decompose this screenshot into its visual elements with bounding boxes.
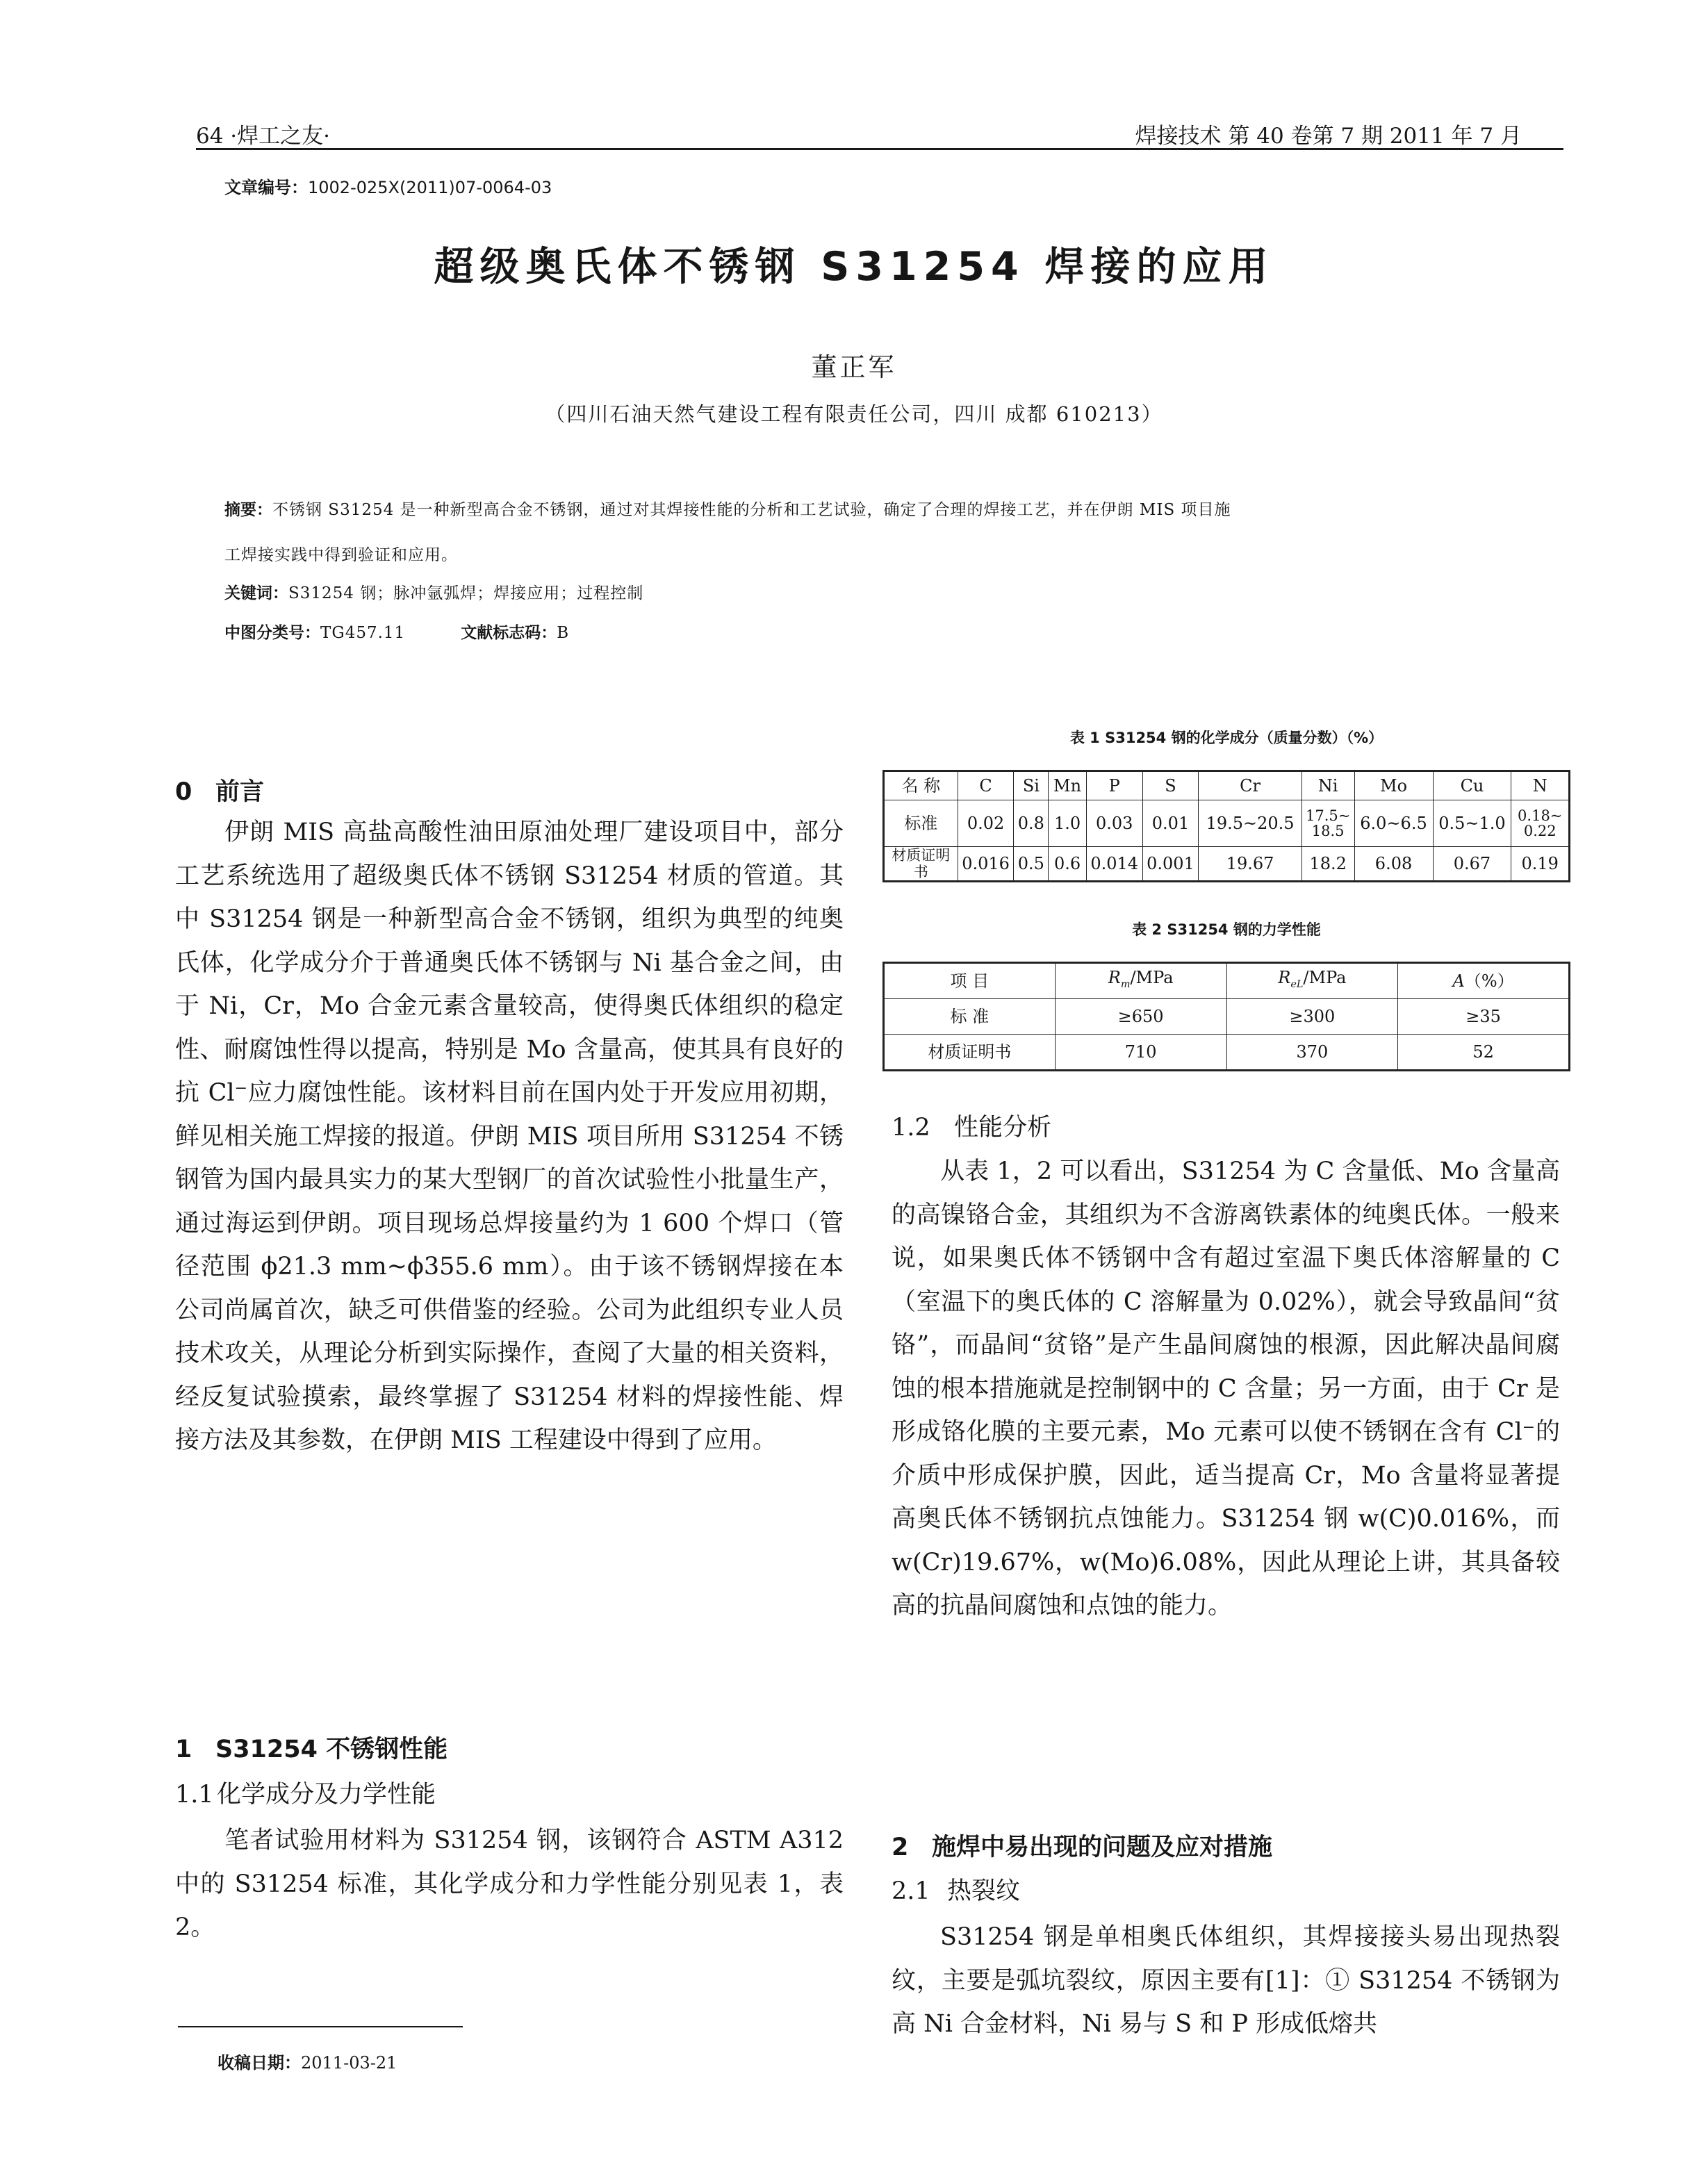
table-2-header-cell: 项 目: [884, 963, 1056, 999]
section-2-title: 施焊中易出现的问题及应对措施: [932, 1834, 1273, 1861]
section-2-1-heading: [892, 1872, 1020, 1907]
section-0-heading: [175, 773, 264, 807]
abstract-line-1: 摘要：不锈钢 S31254 是一种新型高合金不锈钢，通过对其焊接性能的分析和工艺试验，确定了合理的焊接工艺，并在伊朗 MIS 项目施: [224, 501, 1231, 519]
keywords: 关键词：S31254 钢；脉冲氩弧焊；焊接应用；过程控制: [224, 584, 644, 602]
section-0-paragraph: [175, 811, 844, 1463]
table-1-cell: 0.001: [1142, 847, 1199, 882]
table-1-row: [884, 800, 1570, 847]
table-2-cell: ≥35: [1398, 999, 1570, 1035]
table-1-header-cell: Cr: [1199, 771, 1301, 800]
table-1-header-cell: S: [1142, 771, 1199, 800]
table-1-header-cell: P: [1086, 771, 1142, 800]
section-1-2-title: 性能分析: [954, 1114, 1052, 1142]
section-1-1-paragraph: [175, 1819, 844, 1950]
article-number: 文章编号：1002-025X(2011)07-0064-03: [224, 178, 552, 197]
section-0-number: 0: [175, 778, 192, 806]
section-0-title: 前言: [215, 778, 265, 806]
table-1: [882, 770, 1570, 882]
table-1-cell: 0.8: [1014, 800, 1049, 847]
table-1-cell: 19.5~20.5: [1199, 800, 1301, 847]
table-1-header-cell: N: [1511, 771, 1570, 800]
table-2-header-cell: A（%）: [1398, 963, 1570, 999]
section-2-1-number: 2.1: [892, 1877, 930, 1905]
table-1-header-cell: Mn: [1049, 771, 1086, 800]
table-1-header-cell: C: [958, 771, 1014, 800]
table-2-header-cell: $R_m$/MPa: [1055, 963, 1226, 999]
table-1-cell: 19.67: [1199, 847, 1301, 882]
section-1-2-text: 从表 1，2 可以看出，S31254 为 C 含量低、Mo 含量高的高镍铬合金，其组织为不含游离铁素体的纯奥氏体。一般来说，如果奥氏体不锈钢中含有超过室温下奥氏体溶解量的 C（室温下的奥氏体的 C 溶解量为 0.02%），就会导致晶间“贫铬”，而晶间“贫铬”是产生晶间腐蚀的根源，因此解决晶间腐蚀的根本措施就是控制钢中的 C 含量；另一方面，由于 Cr 是形成铬化膜的主要元素，Mo 元素可以使不锈钢在含有 Cl⁻的介质中形成保护膜，因此，适当提高 Cr，Mo 含量将显著提高奥氏体不锈钢抗点蚀能力。S31254 钢 w(C)0.016%，而 w(Cr)19.67%，w(Mo)6.08%，因此从理论上讲，其具备较高的抗晶间腐蚀和点蚀的能力。: [892, 1158, 1560, 1620]
section-1-2-heading: [892, 1108, 1051, 1143]
table-1-cell: 0.5~1.0: [1433, 800, 1511, 847]
table-1-cell: 18.2: [1301, 847, 1354, 882]
classification: 中图分类号：TG457.11 文献标志码：B: [224, 624, 570, 642]
table-2-row: [884, 1035, 1570, 1071]
table-1-cell: 材质证明书: [884, 847, 958, 882]
table-1-cell: 0.01: [1142, 800, 1199, 847]
n-range-end: 0.22: [1523, 823, 1557, 839]
section-1-1-number: 1.1: [175, 1781, 214, 1809]
doc-code-label: 文献标志码: [461, 624, 541, 642]
header-rule: [196, 148, 1563, 150]
doc-code-value: B: [557, 624, 570, 642]
affiliation: （四川石油天然气建设工程有限责任公司，四川 成都 610213）: [545, 402, 1163, 426]
article-number-value: 1002-025X(2011)07-0064-03: [308, 178, 552, 197]
running-header-left: 64 ·焊工之友·: [196, 124, 331, 149]
n-range-start: 0.18~: [1518, 807, 1563, 824]
section-1-1-title: 化学成分及力学性能: [217, 1781, 436, 1809]
table-2-cell: 710: [1055, 1035, 1226, 1071]
table-1-cell: [1301, 800, 1354, 847]
clc-label: 中图分类号: [224, 624, 304, 642]
section-1-2-number: 1.2: [892, 1114, 930, 1142]
keywords-label: 关键词: [224, 584, 272, 602]
table-1-cell: 0.02: [958, 800, 1014, 847]
section-1-1-text: 笔者试验用材料为 S31254 钢，该钢符合 ASTM A312 中的 S31254 标准，其化学成分和力学性能分别见表 1，表 2。: [175, 1827, 844, 1941]
section-1-1-heading: [175, 1775, 436, 1810]
keywords-value: S31254 钢；脉冲氩弧焊；焊接应用；过程控制: [288, 584, 644, 602]
table-2-cell: 370: [1226, 1035, 1398, 1071]
section-2-1-title: 热裂纹: [947, 1877, 1021, 1905]
table-2-header-row: [884, 963, 1570, 999]
table-1-header-cell: Mo: [1354, 771, 1433, 800]
table-2-cell: ≥650: [1055, 999, 1226, 1035]
abstract-line-2: 工焊接实践中得到验证和应用。: [224, 546, 458, 564]
section-1-number: 1: [175, 1736, 192, 1763]
table-1-cell: 0.016: [958, 847, 1014, 882]
table-1-cell: 0.6: [1049, 847, 1086, 882]
abstract-label: 摘要: [224, 501, 256, 519]
received-value: 2011-03-21: [301, 2053, 397, 2073]
table-1-header-cell: Cu: [1433, 771, 1511, 800]
table-1-header-cell: Si: [1014, 771, 1049, 800]
table-2-cell: 材质证明书: [884, 1035, 1056, 1071]
table-2-cell: 标 准: [884, 999, 1056, 1035]
table-1-caption: 表 1 S31254 钢的化学成分（质量分数）（%）: [1069, 730, 1383, 746]
table-1-cell: 6.0~6.5: [1354, 800, 1433, 847]
clc-value: TG457.11: [320, 624, 406, 642]
table-2: [882, 962, 1570, 1071]
ni-range-start: 17.5~: [1305, 807, 1351, 824]
table-1-cell: 0.014: [1086, 847, 1142, 882]
section-1-2-paragraph: [892, 1150, 1560, 1628]
running-header-right: 焊接技术 第 40 卷第 7 期 2011 年 7 月: [1135, 124, 1522, 149]
table-1-header-row: [884, 771, 1570, 800]
table-1-cell: 6.08: [1354, 847, 1433, 882]
section-1-title: S31254 不锈钢性能: [215, 1736, 448, 1763]
table-1-header-cell: Ni: [1301, 771, 1354, 800]
section-2-heading: [892, 1828, 1272, 1863]
author: 董正军: [811, 352, 897, 382]
table-1-cell: 0.67: [1433, 847, 1511, 882]
table-1-header-cell: 名 称: [884, 771, 958, 800]
footnote-rule: [178, 2026, 463, 2027]
table-1-cell: 1.0: [1049, 800, 1086, 847]
table-2-row: [884, 999, 1570, 1035]
received-label: 收稿日期: [217, 2053, 284, 2073]
section-2-number: 2: [892, 1834, 909, 1861]
paper-title: 超级奥氏体不锈钢 S31254 焊接的应用: [434, 244, 1274, 290]
table-1-cell: 0.03: [1086, 800, 1142, 847]
table-2-cell: ≥300: [1226, 999, 1398, 1035]
section-2-1-text: S31254 钢是单相奥氏体组织，其焊接接头易出现热裂纹，主要是弧坑裂纹，原因主要有[1]：① S31254 不锈钢为高 Ni 合金材料，Ni 易与 S 和 P 形成低熔共: [892, 1923, 1560, 2038]
received-date: 收稿日期：2011-03-21: [217, 2053, 397, 2073]
table-2-caption: 表 2 S31254 钢的力学性能: [1132, 921, 1321, 938]
section-2-1-paragraph: [892, 1916, 1560, 2046]
table-1-cell: 0.5: [1014, 847, 1049, 882]
table-2-cell: 52: [1398, 1035, 1570, 1071]
article-number-label: 文章编号: [224, 178, 291, 197]
section-1-heading: [175, 1730, 447, 1765]
table-1-cell: [1511, 800, 1570, 847]
table-1-row: [884, 847, 1570, 882]
table-1-cell: 0.19: [1511, 847, 1570, 882]
table-2-header-cell: $R_{eL}$/MPa: [1226, 963, 1398, 999]
abstract-text-1: 不锈钢 S31254 是一种新型高合金不锈钢，通过对其焊接性能的分析和工艺试验，确定了合理的焊接工艺，并在伊朗 MIS 项目施: [272, 501, 1231, 519]
section-0-text: 伊朗 MIS 高盐高酸性油田原油处理厂建设项目中，部分工艺系统选用了超级奥氏体不锈钢 S31254 材质的管道。其中 S31254 钢是一种新型高合金不锈钢，组织为典型的纯奥氏体，化学成分介于普通奥氏体不锈钢与 Ni 基合金之间，由于 Ni，Cr，Mo 合金元素含量较高，使得奥氏体组织的稳定性、耐腐蚀性得以提高，特别是 Mo 含量高，使其具有良好的抗 Cl⁻应力腐蚀性能。该材料目前在国内处于开发应用初期，鲜见相关施工焊接的报道。伊朗 MIS 项目所用 S31254 不锈钢管为国内最具实力的某大型钢厂的首次试验性小批量生产，通过海运到伊朗。项目现场总焊接量约为 1 600 个焊口（管径范围 ϕ21.3 mm~ϕ355.6 mm）。由于该不锈钢焊接在本公司尚属首次，缺乏可供借鉴的经验。公司为此组织专业人员技术攻关，从理论分析到实际操作，查阅了大量的相关资料，经反复试验摸索，最终掌握了 S31254 材料的焊接性能、焊接方法及其参数，在伊朗 MIS 工程建设中得到了应用。: [175, 818, 844, 1454]
table-1-cell: 标准: [884, 800, 958, 847]
ni-range-end: 18.5: [1311, 823, 1345, 839]
